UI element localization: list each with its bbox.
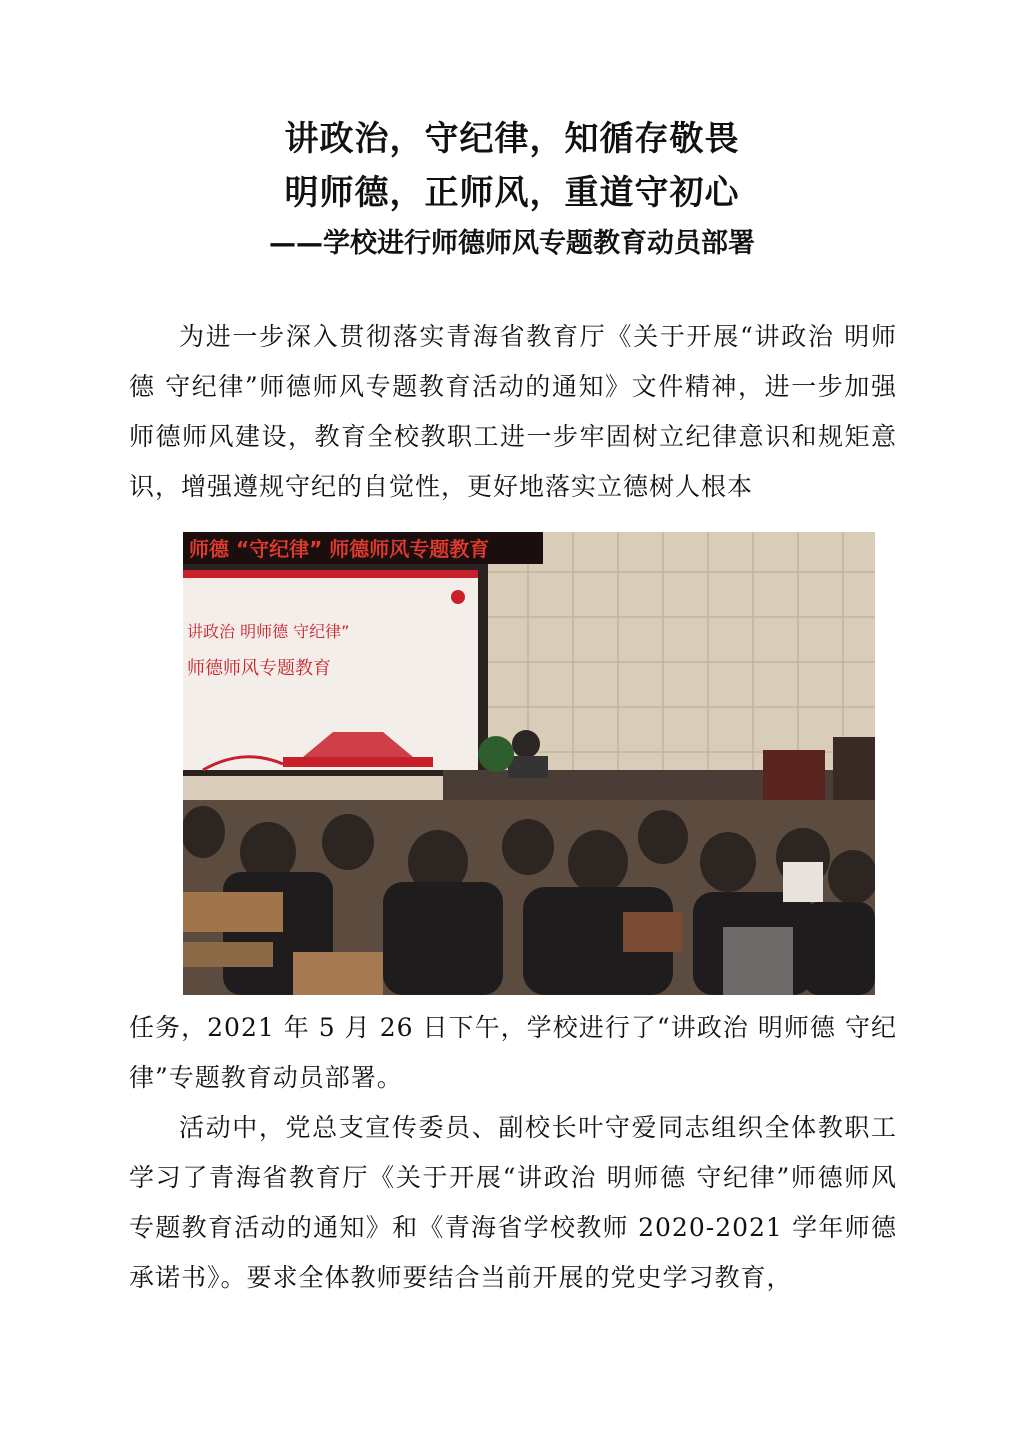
screen-line-2: 师德师风专题教育 — [187, 658, 331, 679]
paragraph-2: 活动中，党总支宣传委员、副校长叶守爱同志组织全体教职工学习了青海省教育厅《关于开展“讲政治 明师德 守纪律”师德师风专题教育活动的通知》和《青海省学校教师 2020-2021 学年师德承诺书》。要求全体教师要结合当前开展的党史学习教育， — [129, 1113, 897, 1292]
banner-text: 师德 “守纪律” 师德师风专题教育 — [189, 537, 490, 561]
paragraph-1-part-1: 为进一步深入贯彻落实青海省教育厅《关于开展“讲政治 明师德 守纪律”师德师风专题教育活动的通知》文件精神，进一步加强师德师风建设，教育全校教职工进一步牢固树立纪律意识和规矩意识，增强遵规守纪的自觉性，更好地落实立德树人根本 — [129, 322, 897, 501]
title-line-1: 讲政治，守纪律，知循存敬畏 — [284, 119, 740, 159]
title-block — [0, 112, 1024, 266]
subtitle: ——学校进行师德师风专题教育动员部署 — [269, 228, 755, 259]
screen-line-1: 讲政治 明师德 守纪律” — [187, 622, 350, 641]
meeting-photo — [183, 532, 875, 995]
title-line-2: 明师德，正师风，重道守初心 — [284, 173, 740, 213]
paragraph-1-part-2: 任务，2021 年 5 月 26 日下午，学校进行了“讲政治 明师德 守纪律”专题教育动员部署。 — [129, 1013, 897, 1092]
